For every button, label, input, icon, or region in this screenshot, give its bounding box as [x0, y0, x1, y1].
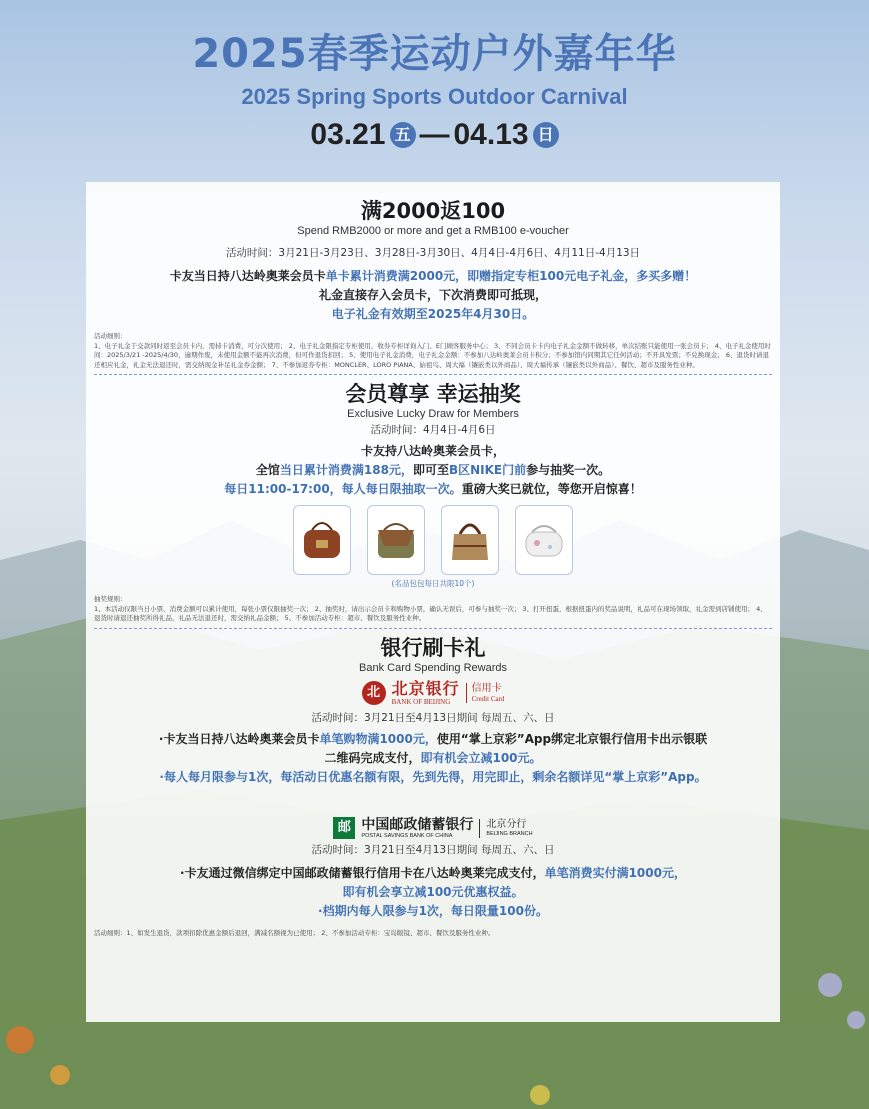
bank-of-beijing-logo	[86, 680, 780, 706]
section-title: 银行刷卡礼	[380, 635, 486, 660]
prize-bag-brown-saddle	[293, 505, 351, 575]
prize-bag-monogram-flap	[367, 505, 425, 575]
promo-text: 二维码完成支付，	[324, 750, 421, 765]
promo-line	[86, 749, 780, 768]
promo-text: ·卡友通过微信绑定中国邮政储蓄银行信用卡在八达岭奥莱完成支付，	[180, 865, 545, 880]
rules-text: 抽奖规则： 1、本活动仅限当日小票，消费金额可以累计使用，每张小票仅限抽奖一次； 2、抽奖时，请出示会员卡和购物小票，确认无误后，可参与抽奖一次； 3、打开扭蛋，根据扭蛋内的奖品说明，礼品可在现场领取，礼金需到店铺使用； 4、退货时请退还抽奖所得礼品，礼品无法退还时，需交纳礼品金额； 5、不参加活动专柜：超市、餐饮及服务性业种。	[94, 595, 767, 622]
promo-text: 使用“掌上京彩”App绑定北京银行信用卡出示银联	[436, 731, 708, 746]
promo-line	[86, 267, 780, 286]
promo-highlight: 电子礼金有效期至2025年4月30日。	[331, 307, 535, 321]
promo-line	[86, 730, 780, 749]
activity-time: 活动时间：4月4日-4月6日	[370, 424, 496, 436]
promo-text: 卡友当日持八达岭奥莱会员卡	[169, 269, 326, 283]
page-title-en: 2025 Spring Sports Outdoor Carnival	[241, 84, 628, 109]
bank-name-cn: 中国邮政储蓄银行	[361, 816, 474, 833]
branch-cn: 北京分行	[486, 818, 527, 830]
bank-name-en: BANK OF BEIJING	[391, 697, 451, 706]
promo-highlight: 单笔购物满1000元，	[319, 731, 437, 746]
promo-highlight: 当日累计消费满188元，	[279, 463, 413, 477]
credit-card-label	[466, 683, 505, 703]
date-range	[0, 118, 869, 152]
page-title: 2025春季运动户外嘉年华	[192, 31, 677, 77]
activity-time: 活动时间：3月21日至4月13日期间 每周五、六、日	[311, 711, 555, 724]
prize-bag-tote	[441, 505, 499, 575]
bank-name	[361, 817, 473, 840]
section-title: 满2000返100	[360, 199, 506, 223]
promo-line: 礼金直接存入会员卡，下次消费即可抵现，	[318, 288, 547, 302]
date-dash: —	[419, 118, 450, 151]
activity-time: 活动时间：3月21日-3月23日、3月28日-3月30日、4月4日-4月6日、4月11日-4月13日	[225, 247, 641, 259]
branch-label	[479, 819, 532, 838]
promotion-panel	[86, 182, 780, 1022]
prize-bags	[86, 505, 780, 575]
section-subtitle: Exclusive Lucky Draw for Members	[347, 408, 519, 420]
bank-name-en: POSTAL SAVINGS BANK OF CHINA	[361, 832, 453, 839]
bag-note: (名品包包每日共限10个)	[391, 579, 475, 588]
end-day-badge: 日	[533, 122, 559, 148]
promo-text: 重磅大奖已就位，等您开启惊喜！	[461, 482, 642, 496]
promo-highlight: 即有机会享立减100元优惠权益。	[342, 884, 524, 899]
promo-text: ·卡友当日持八达岭奥莱会员卡	[158, 731, 320, 746]
promo-highlight: 单笔消费实付满1000元，	[544, 865, 686, 880]
rules-text: 活动细则： 1、电子礼金于交款同时返至会员卡内，需持卡消费，可分次使用； 2、电子礼金限指定专柜使用，收券专柜详询入门、E门顾客服务中心； 3、不同会员卡卡内电子礼金金额不做转移，单次结账只能使用一张会员卡； 4、电子礼金使用时间：2025/3/21 -2025/4/30，逾期作废，未使用金额不能再次消费，但可作退货扣回； 5、使用电子礼金消费，电子礼金金额：不参加八达岭奥莱会员卡积分；不参加馆内同期其它任何活动；不开具发票；不兑换现金； 6、退货时请退还相应礼金，礼金无法退还时，需交纳现金补足礼金券金额； 7、不参加返券专柜：MONCLER、LORO PIANA、始祖鸟、周大福（镶嵌类以外商品）、周大福传承（镶嵌类以外商品）、餐饮、超市及服务性业种。	[94, 332, 771, 369]
promo-text: 参与抽奖一次。	[526, 463, 611, 477]
credit-card-en: Credit Card	[471, 694, 505, 703]
rules-text: 活动细则：1、如发生退货，款项扣除优惠金额后退回，满减名额视为已使用； 2、不参加活动专柜：宝岛眼镜、超市、餐饮及服务性业种。	[94, 928, 495, 937]
promo-line	[86, 864, 780, 883]
credit-card-cn: 信用卡	[471, 682, 502, 694]
end-date: 04.13	[453, 118, 529, 151]
start-date: 03.21	[310, 118, 386, 151]
promo-highlight: ·每人每月限参与1次，每活动日优惠名额有限，先到先得，用完即止，剩余名额详见“掌上京彩”App。	[159, 769, 707, 784]
section-bank-rewards	[86, 629, 780, 939]
bank-name-cn: 北京银行	[391, 678, 460, 698]
activity-time: 活动时间：3月21日至4月13日期间 每周五、六、日	[311, 843, 555, 856]
promo-line	[86, 480, 780, 499]
promo-highlight: B区NIKE门前	[448, 463, 527, 477]
branch-en: BEIJING BRANCH	[486, 830, 533, 837]
section-spend-reward	[86, 182, 780, 375]
section-lucky-draw	[86, 375, 780, 629]
section-title: 会员尊享 幸运抽奖	[345, 382, 521, 406]
promo-highlight: ·档期内每人限参与1次，每日限量100份。	[318, 903, 548, 918]
promo-highlight: 每日11:00-17:00，每人每日限抽取一次。	[224, 482, 462, 496]
start-day-badge: 五	[390, 122, 416, 148]
promo-highlight: 单卡累计消费满2000元，即赠指定专柜100元电子礼金，多买多赠！	[325, 269, 697, 283]
header	[0, 28, 869, 152]
promo-text: 即可至	[412, 463, 449, 477]
section-subtitle: Bank Card Spending Rewards	[359, 661, 507, 674]
prize-bag-white-camera	[515, 505, 573, 575]
bank-of-beijing-icon: 北	[362, 681, 386, 705]
promo-line: 卡友持八达岭奥莱会员卡，	[360, 444, 505, 458]
promo-line	[86, 461, 780, 480]
psbc-logo	[86, 817, 780, 840]
bank-name	[392, 680, 460, 706]
promo-text: 全馆	[255, 463, 280, 477]
section-subtitle: Spend RMB2000 or more and get a RMB100 e-voucher	[297, 225, 569, 237]
psbc-icon: 邮	[333, 817, 355, 839]
promo-highlight: 即有机会立减100元。	[420, 750, 542, 765]
